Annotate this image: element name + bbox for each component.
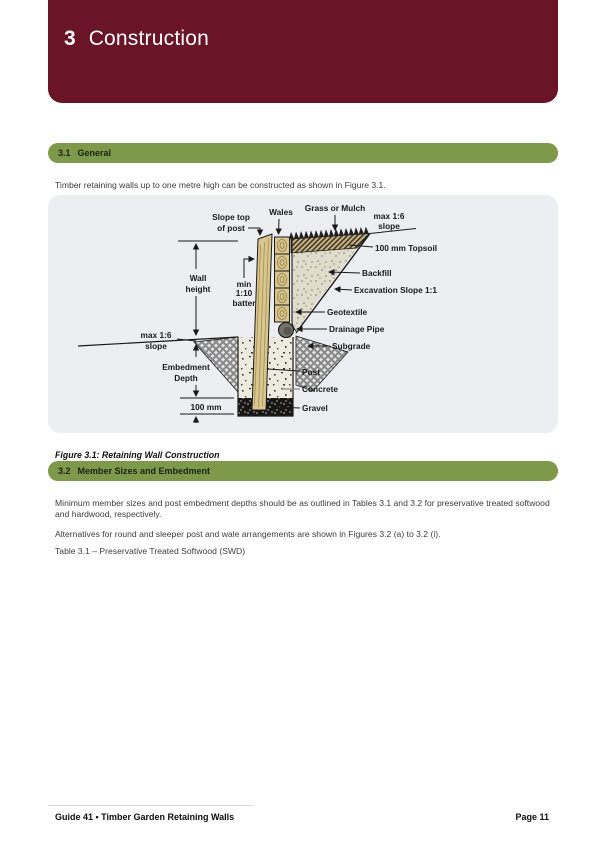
slope-top-leader — [248, 228, 260, 235]
section-heading-3-1 — [48, 143, 558, 163]
batter-leader — [244, 259, 254, 278]
label-drainage-pipe: Drainage Pipe — [329, 324, 385, 334]
paragraph-alternatives: Alternatives for round and sleeper post and wale arrangements are shown in Figures 3.2 (a) to 3.2 (i). — [55, 528, 441, 539]
label-embedment-line2: Depth — [174, 373, 198, 383]
label-slope-top-line1: Slope top — [212, 212, 250, 222]
label-wall-height-line2: height — [185, 284, 211, 294]
label-batter-line2: 1:10 — [235, 288, 253, 298]
section-title: Member Sizes and Embedment — [77, 466, 211, 476]
label-post: Post — [302, 367, 320, 377]
label-gravel: Gravel — [302, 403, 328, 413]
label-wall-height-line1: Wall — [189, 273, 207, 283]
label-slope-top-line2: of post — [217, 223, 245, 233]
label-subgrade: Subgrade — [332, 341, 371, 351]
excavation-arrow — [335, 289, 352, 290]
paragraph-member-sizes: Minimum member sizes and post embedment depths should be as outlined in Tables 3.1 and 3.2 for preservative treated softwood and hardwood, respectively. — [55, 497, 550, 520]
chapter-number: 3 — [64, 27, 76, 50]
label-max16-top-line1: max 1:6 — [373, 211, 405, 221]
section-title: General — [77, 148, 112, 158]
figure-3-1-panel — [48, 195, 558, 433]
wales-arrow — [279, 219, 280, 234]
wales-stack — [275, 237, 290, 322]
chapter-header — [48, 0, 558, 103]
section-number: 3.2 — [58, 466, 71, 476]
label-backfill: Backfill — [362, 268, 392, 278]
drainage-pipe-bore — [284, 327, 292, 335]
footer-guide-title: Guide 41 • Timber Garden Retaining Walls — [55, 812, 235, 822]
footer-page-number: Page 11 — [515, 812, 549, 822]
label-embedment-line1: Embedment — [162, 362, 210, 372]
page-footer — [55, 812, 549, 822]
label-100mm: 100 mm — [190, 402, 222, 412]
section-number: 3.1 — [58, 148, 71, 158]
label-geotextile: Geotextile — [327, 307, 368, 317]
label-batter-line3: batter — [232, 298, 256, 308]
label-concrete: Concrete — [302, 384, 338, 394]
retaining-wall-diagram — [48, 195, 558, 433]
footer-rule — [48, 805, 254, 806]
label-grass-or-mulch: Grass or Mulch — [304, 203, 366, 213]
label-max16-top-line2: slope — [378, 221, 400, 231]
label-excavation-slope: Excavation Slope 1:1 — [354, 285, 438, 295]
paragraph-intro: Timber retaining walls up to one metre high can be constructed as shown in Figure 3.1. — [55, 179, 386, 190]
label-wales: Wales — [269, 207, 293, 217]
label-max16-left-line2: slope — [145, 341, 167, 351]
figure-caption: Figure 3.1: Retaining Wall Construction — [55, 449, 220, 460]
label-max16-left-line1: max 1:6 — [140, 330, 172, 340]
table-3-1-caption: Table 3.1 – Preservative Treated Softwood (SWD) — [55, 545, 246, 556]
chapter-title-group — [64, 27, 209, 51]
label-topsoil: 100 mm Topsoil — [375, 243, 438, 253]
label-batter-line1: min — [236, 279, 252, 289]
chapter-title: Construction — [88, 27, 209, 50]
section-heading-3-2 — [48, 461, 558, 481]
